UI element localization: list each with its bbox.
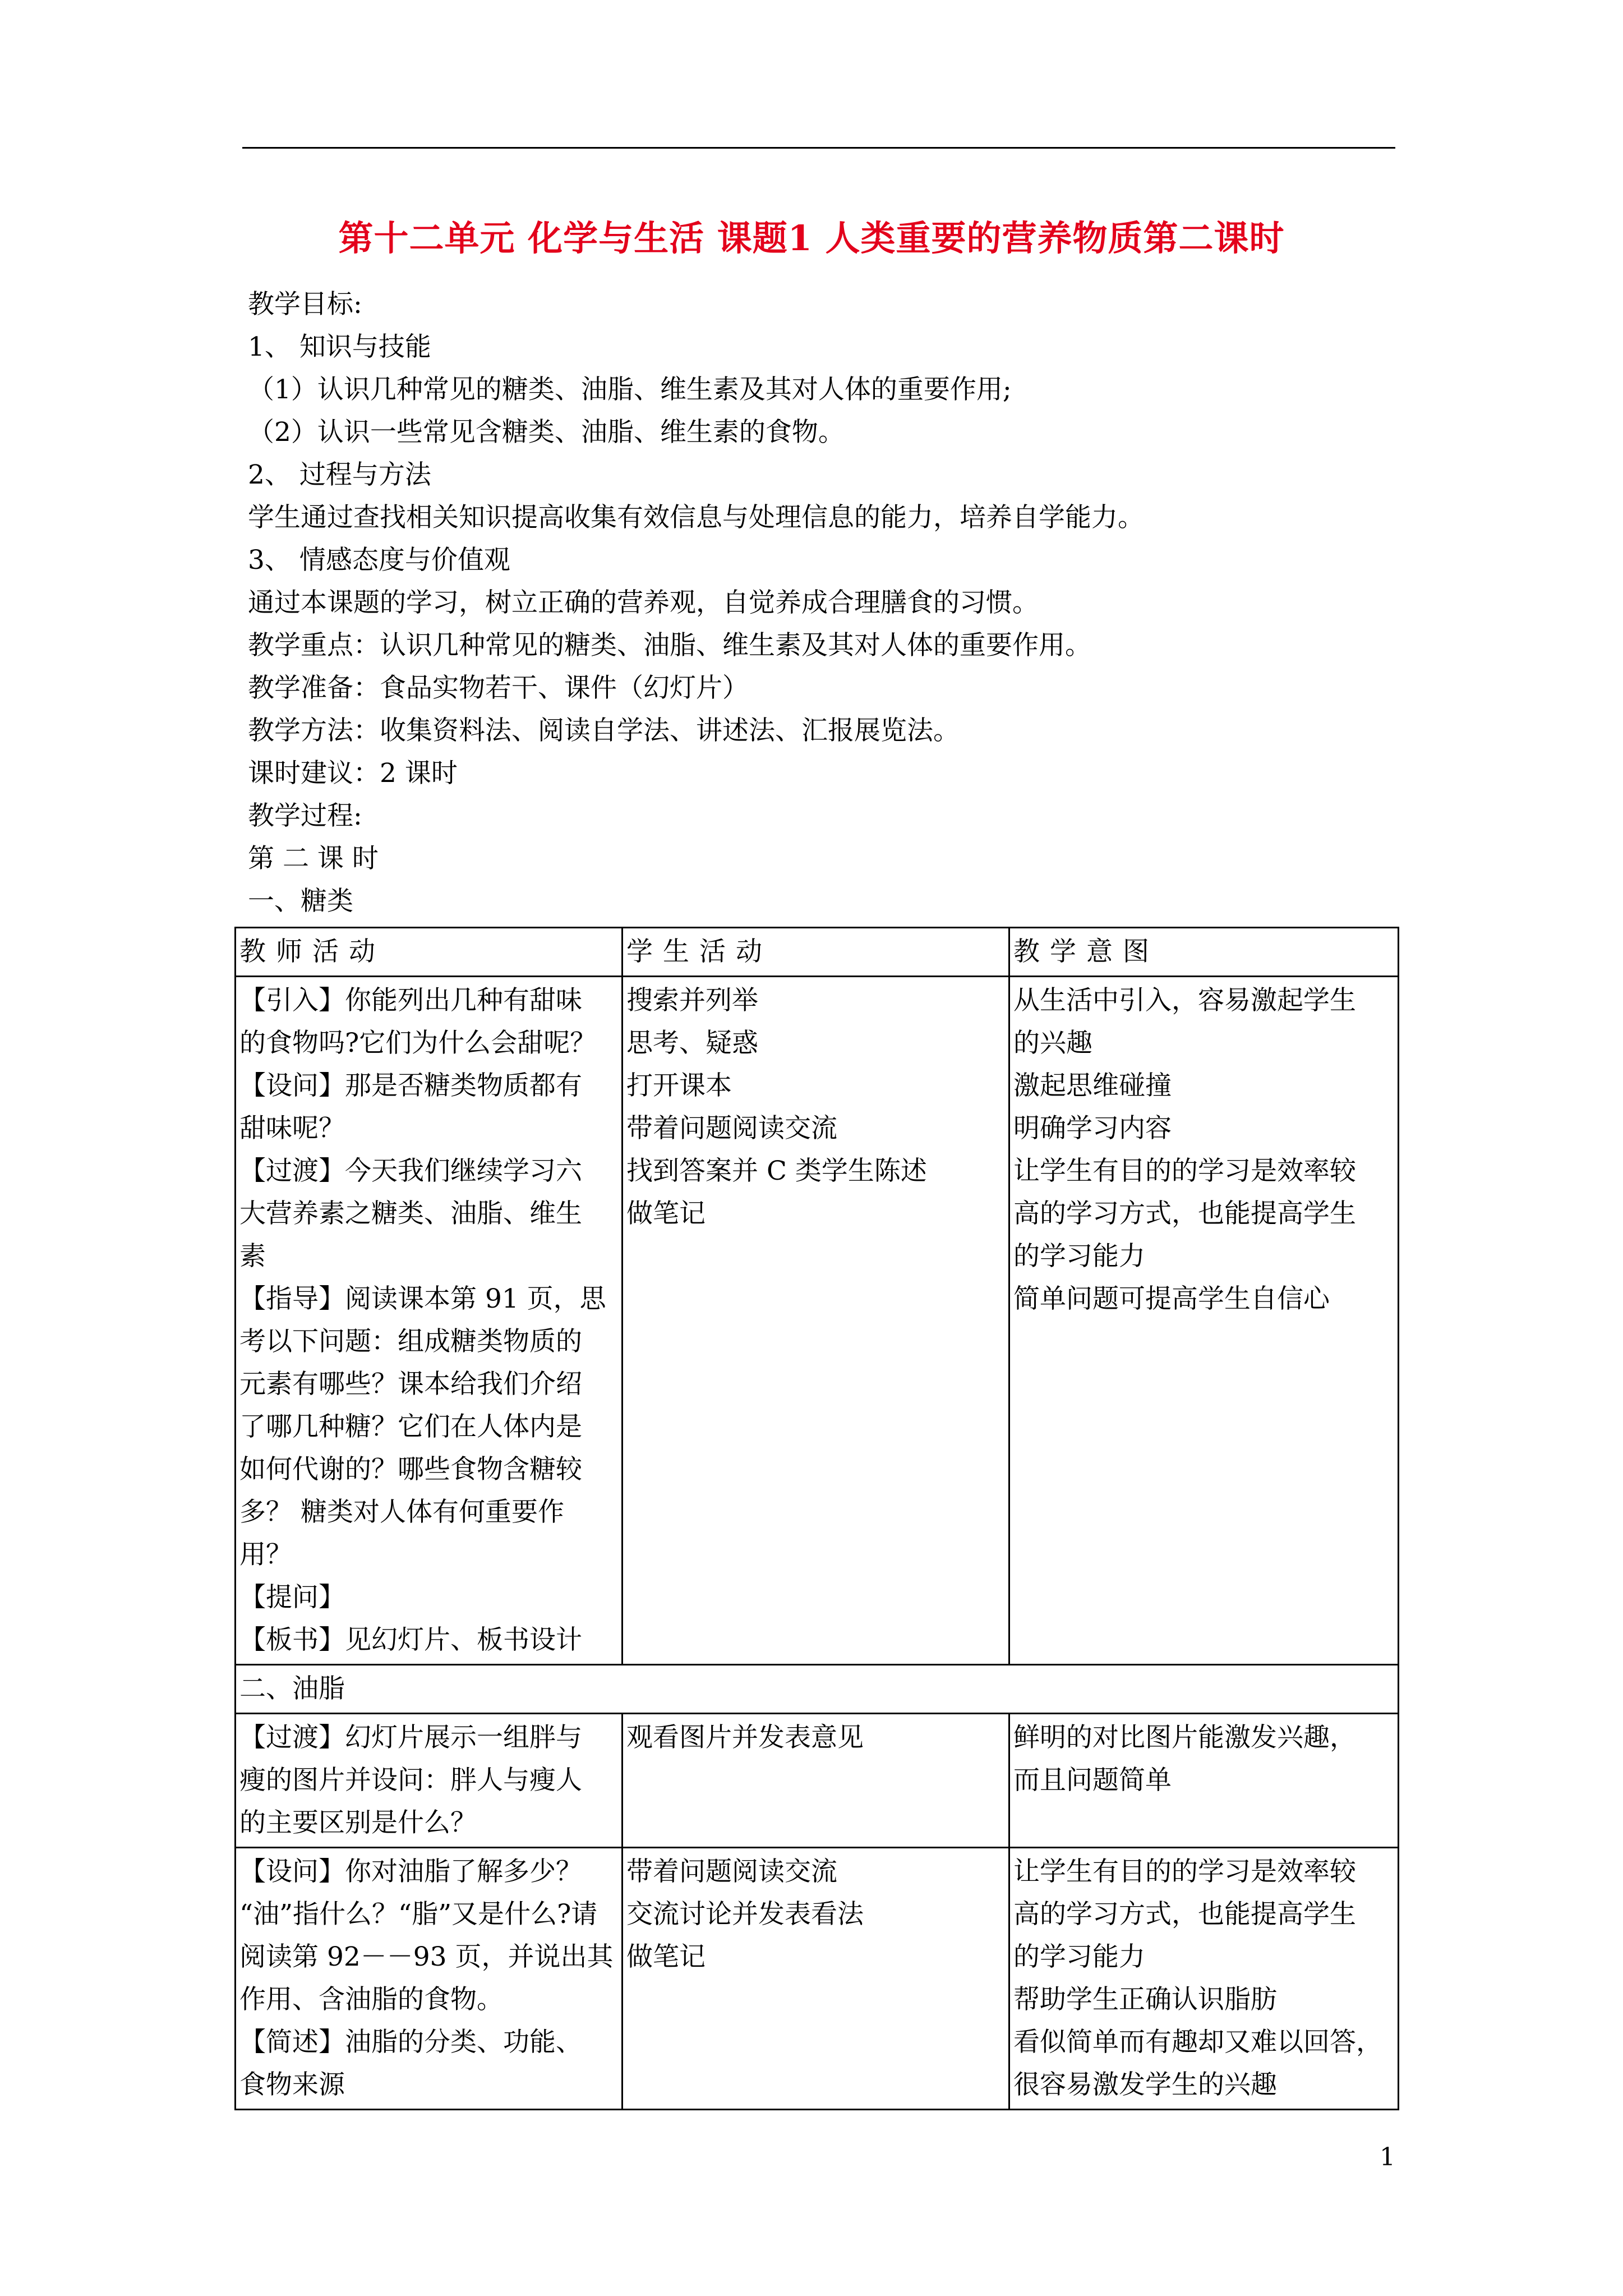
intro-line: 学生通过查找相关知识提高收集有效信息与处理信息的能力，培养自学能力。: [248, 502, 1144, 533]
page-number: 1: [1380, 2143, 1395, 2171]
cell-line: 阅读第 92－－93 页，并说出其: [239, 1941, 614, 1972]
header-teacher-activity: 教师活动: [236, 928, 623, 977]
cell-line: 看似简单而有趣却又难以回答，: [1013, 2027, 1382, 2058]
table-row: [236, 977, 1399, 1665]
cell-line: 高的学习方式，也能提高学生: [1013, 1899, 1356, 1930]
cell-line: 【引入】你能列出几种有甜味: [239, 985, 582, 1016]
intro-line: 课时建议：2 课时: [248, 758, 458, 789]
cell-line: 的食物吗?它们为什么会甜呢？: [239, 1028, 597, 1059]
table-row: [236, 1714, 1399, 1848]
cell-line: 的主要区别是什么？: [239, 1807, 477, 1838]
section-title-oils: 二、油脂: [236, 1665, 1399, 1714]
cell-line: 瘦的图片并设问：胖人与瘦人: [239, 1765, 582, 1796]
intro-line: 教学方法：收集资料法、阅读自学法、讲述法、汇报展览法。: [248, 715, 960, 746]
lesson-plan-table: [234, 927, 1399, 2110]
cell-line: 高的学习方式，也能提高学生: [1013, 1198, 1356, 1229]
header-student-activity: 学生活动: [623, 928, 1009, 977]
cell-line: 带着问题阅读交流: [626, 1856, 837, 1887]
cell-line: 【简述】油脂的分类、功能、: [239, 2027, 582, 2058]
teaching-intent-cell: [1009, 977, 1399, 1665]
student-activity-cell: [623, 977, 1009, 1665]
cell-line: 激起思维碰撞: [1013, 1070, 1172, 1101]
intro-line: （1）认识几种常见的糖类、油脂、维生素及其对人体的重要作用;: [248, 374, 1012, 405]
intro-line: 3、 情感态度与价值观: [248, 545, 510, 576]
intro-line: 教学重点：认识几种常见的糖类、油脂、维生素及其对人体的重要作用。: [248, 630, 1091, 661]
teaching-intent-cell: [1009, 1714, 1399, 1848]
cell-line: 【设问】你对油脂了解多少？: [239, 1856, 582, 1887]
cell-line: 明确学习内容: [1013, 1113, 1172, 1144]
intro-line: 1、 知识与技能: [248, 332, 431, 362]
cell-line: 大营养素之糖类、油脂、维生: [239, 1198, 582, 1229]
cell-line: 简单问题可提高学生自信心: [1013, 1283, 1330, 1314]
cell-line: 搜索并列举: [626, 985, 758, 1016]
cell-line: 【设问】那是否糖类物质都有: [239, 1070, 582, 1101]
cell-line: 素: [239, 1241, 266, 1272]
intro-line: 通过本课题的学习，树立正确的营养观，自觉养成合理膳食的习惯。: [248, 587, 1039, 618]
teacher-activity-cell: [236, 977, 623, 1665]
cell-line: “油”指什么？“脂”又是什么?请: [239, 1899, 598, 1930]
cell-line: 带着问题阅读交流: [626, 1113, 837, 1144]
intro-line: 教学准备：食品实物若干、课件（幻灯片）: [248, 673, 749, 703]
cell-line: 让学生有目的的学习是效率较: [1013, 1156, 1356, 1186]
lesson-intro: [248, 283, 1426, 923]
table-header-row: [236, 928, 1399, 977]
cell-line: 做笔记: [626, 1198, 706, 1229]
cell-line: 了哪几种糖？它们在人体内是: [239, 1411, 582, 1442]
cell-line: 鲜明的对比图片能激发兴趣，: [1013, 1722, 1356, 1753]
cell-line: 考以下问题：组成糖类物质的: [239, 1326, 582, 1357]
intro-line: 教学过程:: [248, 800, 362, 831]
teacher-activity-cell: [236, 1714, 623, 1848]
intro-line: 2、 过程与方法: [248, 459, 431, 490]
cell-line: 元素有哪些？课本给我们介绍: [239, 1369, 582, 1400]
cell-line: 甜味呢？: [239, 1113, 345, 1144]
cell-line: 食物来源: [239, 2069, 345, 2100]
document-title: 第十二单元 化学与生活 课题1 人类重要的营养物质第二课时: [338, 218, 1285, 259]
section-title-row: [236, 1665, 1399, 1714]
cell-line: 【过渡】幻灯片展示一组胖与: [239, 1722, 582, 1753]
teaching-intent-cell: [1009, 1848, 1399, 2110]
student-activity-cell: [623, 1714, 1009, 1848]
cell-line: 用？: [239, 1539, 292, 1570]
cell-line: 帮助学生正确认识脂肪: [1013, 1984, 1277, 2015]
intro-line: （2）认识一些常见含糖类、油脂、维生素的食物。: [248, 417, 845, 448]
student-activity-cell: [623, 1848, 1009, 2110]
cell-line: 多？ 糖类对人体有何重要作: [239, 1497, 564, 1527]
cell-line: 【指导】阅读课本第 91 页，思: [239, 1283, 606, 1314]
cell-line: 做笔记: [626, 1941, 706, 1972]
header-rule: [242, 147, 1395, 149]
cell-line: 观看图片并发表意见: [626, 1722, 864, 1753]
cell-line: 的兴趣: [1013, 1028, 1092, 1059]
cell-line: 【板书】见幻灯片、板书设计: [239, 1625, 582, 1655]
cell-line: 【提问】: [239, 1582, 345, 1613]
cell-line: 的学习能力: [1013, 1941, 1145, 1972]
cell-line: 而且问题简单: [1013, 1765, 1172, 1796]
header-teaching-intent: 教学意图: [1009, 928, 1399, 977]
cell-line: 作用、含油脂的食物。: [239, 1984, 503, 2015]
intro-line: 第 二 课 时: [248, 843, 379, 874]
cell-line: 思考、疑惑: [626, 1028, 758, 1059]
table-row: [236, 1848, 1399, 2110]
cell-line: 【过渡】今天我们继续学习六: [239, 1156, 582, 1186]
teacher-activity-cell: [236, 1848, 623, 2110]
intro-line: 教学目标:: [248, 289, 362, 320]
cell-line: 让学生有目的的学习是效率较: [1013, 1856, 1356, 1887]
cell-line: 的学习能力: [1013, 1241, 1145, 1272]
cell-line: 打开课本: [626, 1070, 732, 1101]
cell-line: 找到答案并 C 类学生陈述: [626, 1156, 927, 1186]
cell-line: 如何代谢的？哪些食物含糖较: [239, 1454, 582, 1485]
cell-line: 交流讨论并发表看法: [626, 1899, 864, 1930]
intro-line: 一、糖类: [248, 886, 353, 917]
cell-line: 很容易激发学生的兴趣: [1013, 2069, 1277, 2100]
cell-line: 从生活中引入，容易激起学生: [1013, 985, 1356, 1016]
